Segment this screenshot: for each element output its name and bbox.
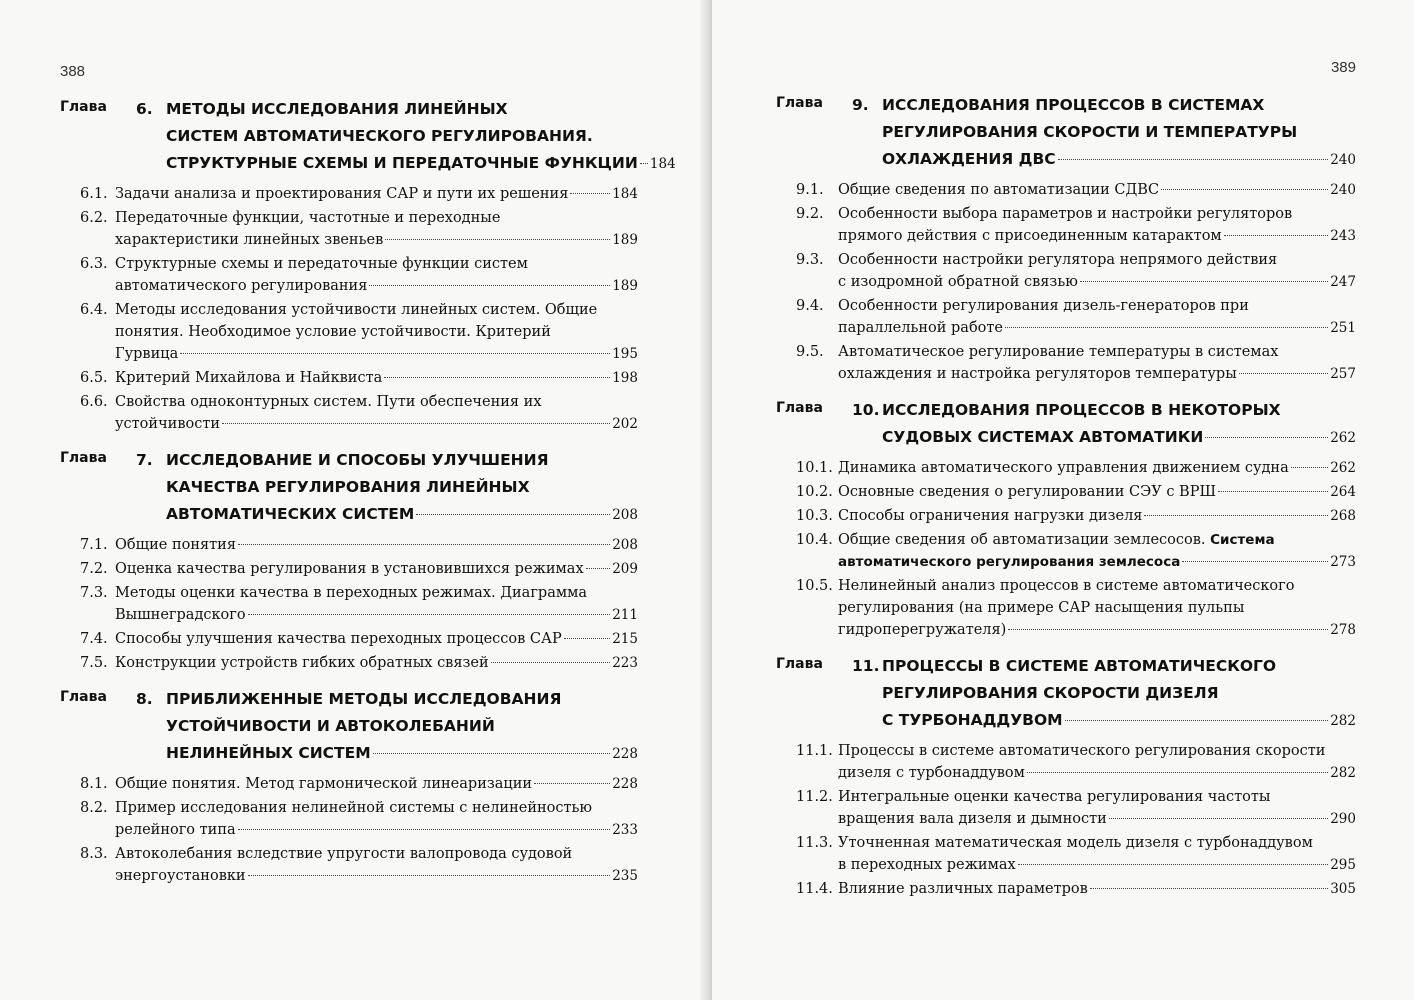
page-ref: 198: [612, 370, 638, 386]
dot-leader: [1005, 327, 1328, 328]
section-number: 8.3.: [80, 846, 108, 862]
section-title: [115, 652, 638, 674]
chapter-title-text: АВТОМАТИЧЕСКИХ СИСТЕМ: [166, 505, 415, 523]
toc-entry: [776, 529, 1356, 573]
section-title: [838, 878, 1356, 900]
section-title-line: Процессы в системе автоматического регулирования скорости: [838, 743, 1326, 759]
section-title: [838, 505, 1356, 527]
section-title-line: Нелинейный анализ процессов в системе автоматического: [838, 578, 1295, 594]
chapter-number: 7.: [136, 451, 153, 469]
section-title-text: релейного типа: [115, 822, 236, 838]
section-number: 11.2.: [796, 789, 833, 805]
section-title: [115, 582, 638, 626]
dot-leader: [238, 544, 610, 545]
section-title-line: Уточненная математическая модель дизеля с турбонаддувом: [838, 835, 1313, 851]
section-title-text: Оценка качества регулирования в установившихся режимах: [115, 561, 584, 577]
dot-leader: [1018, 864, 1329, 865]
section-title-line: Автоколебания вследствие упругости валопровода судовой: [115, 846, 573, 862]
section-title-line: Методы оценки качества в переходных режимах. Диаграмма: [115, 585, 588, 601]
section-title-text: с изодромной обратной связью: [838, 274, 1078, 290]
page-number: 388: [60, 63, 86, 80]
chapter-heading: [60, 447, 638, 528]
spacer: [776, 387, 1356, 393]
chapter-label: Глава: [776, 400, 823, 416]
dot-leader: [1144, 515, 1328, 516]
section-title-line: [838, 878, 1356, 900]
page-ref: 208: [612, 507, 638, 523]
dot-leader: [385, 239, 610, 240]
section-title-text: Основные сведения о регулировании СЭУ с ВРШ: [838, 484, 1217, 500]
toc-entry: [60, 773, 638, 795]
section-title-line: [838, 271, 1356, 293]
chapter-heading: [776, 92, 1356, 173]
toc-entry: [60, 367, 638, 389]
dot-leader: [1109, 818, 1328, 819]
chapter-label: Глава: [60, 99, 107, 115]
page-ref: 262: [1330, 460, 1356, 476]
section-title-line: [115, 628, 638, 650]
toc-entry: [60, 843, 638, 887]
chapter-number: 8.: [136, 690, 153, 708]
section-title-line: Методы исследования устойчивости линейных систем. Общие: [115, 302, 598, 318]
page-ref: 251: [1330, 320, 1356, 336]
section-title-text: Динамика автоматического управления движением судна: [838, 460, 1289, 476]
section-title-text: Общие сведения по автоматизации СДВС: [838, 182, 1160, 198]
section-title-line: [115, 604, 638, 626]
chapter-title-line: [166, 740, 638, 767]
section-title-line: [115, 819, 638, 841]
section-title-line: регулирования (на примере САР насыщения пульпы: [838, 600, 1245, 616]
section-title: [838, 529, 1356, 573]
section-title: [115, 797, 638, 841]
page-ref: 240: [1330, 152, 1356, 168]
section-number: 11.4.: [796, 881, 833, 897]
section-number: 11.1.: [796, 743, 833, 759]
section-title-line: [838, 317, 1356, 339]
dot-leader: [564, 638, 610, 639]
chapter-label: Глава: [776, 95, 823, 111]
chapter-number: 6.: [136, 100, 153, 118]
section-number: 7.1.: [80, 537, 108, 553]
page-ref: 243: [1330, 228, 1356, 244]
chapter-title: [166, 96, 676, 177]
section-title-line: Автоматическое регулирование температуры в системах: [838, 344, 1279, 360]
spacer: [776, 902, 1356, 908]
section-title: [838, 457, 1356, 479]
spacer: [776, 643, 1356, 649]
section-title: [115, 367, 638, 389]
chapter-heading: [776, 397, 1356, 451]
section-number: 6.2.: [80, 210, 108, 226]
toc-entry: [776, 740, 1356, 784]
toc-entry: [776, 457, 1356, 479]
chapter-heading: [60, 686, 638, 767]
section-title: [838, 179, 1356, 201]
toc-entry: [60, 582, 638, 626]
section-number: 7.5.: [80, 655, 108, 671]
section-title-line: [115, 343, 638, 365]
section-number: 9.4.: [796, 298, 824, 314]
section-title-line: Особенности настройки регулятора непрямого действия: [838, 252, 1278, 268]
section-title-text: Общие понятия: [115, 537, 236, 553]
page-ref: 235: [612, 868, 638, 884]
page-ref: 282: [1330, 713, 1356, 729]
dot-leader: [1182, 561, 1328, 562]
section-title: [115, 843, 638, 887]
section-title-line: [838, 808, 1356, 830]
toc-entry: [776, 179, 1356, 201]
dot-leader: [384, 377, 610, 378]
toc-entry: [60, 253, 638, 297]
section-title-line: Особенности выбора параметров и настройки регуляторов: [838, 206, 1293, 222]
section-title-line: Общие сведения об автоматизации землесосов. Система: [838, 532, 1275, 548]
toc-entry: [60, 207, 638, 251]
section-number: 6.3.: [80, 256, 108, 272]
section-number: 10.1.: [796, 460, 833, 476]
page-ref: 211: [612, 607, 638, 623]
section-title: [838, 341, 1356, 385]
chapter-title: [882, 653, 1356, 734]
section-title: [838, 786, 1356, 830]
section-number: 10.4.: [796, 532, 833, 548]
section-title-text: Задачи анализа и проектирования САР и пути их решения: [115, 186, 569, 202]
chapter-label: Глава: [60, 450, 107, 466]
section-title-line: [838, 179, 1356, 201]
spacer: [60, 437, 638, 443]
chapter-title-text: С ТУРБОНАДДУВОМ: [882, 711, 1063, 729]
section-title-text: параллельной работе: [838, 320, 1004, 336]
toc-entry: [776, 505, 1356, 527]
section-title-line: [838, 551, 1356, 573]
section-title-text: охлаждения и настройка регуляторов температуры: [838, 366, 1237, 382]
dot-leader: [570, 193, 610, 194]
section-number: 9.5.: [796, 344, 824, 360]
page-ref: 202: [612, 416, 638, 432]
section-title: [838, 832, 1356, 876]
chapter-title-line: ПРИБЛИЖЕННЫЕ МЕТОДЫ ИССЛЕДОВАНИЯ: [166, 690, 562, 708]
section-number: 10.5.: [796, 578, 833, 594]
chapter-title-line: [166, 501, 638, 528]
toc-entry: [60, 628, 638, 650]
section-title: [838, 249, 1356, 293]
chapter-title: [166, 686, 638, 767]
page-ref: 290: [1330, 811, 1356, 827]
section-number: 10.3.: [796, 508, 833, 524]
section-number: 6.5.: [80, 370, 108, 386]
dot-leader: [1090, 888, 1328, 889]
section-title-line: [838, 619, 1356, 641]
dot-leader: [1224, 235, 1329, 236]
page-ref: 273: [1330, 554, 1356, 570]
page-ref: 305: [1330, 881, 1356, 897]
dot-leader: [1008, 629, 1328, 630]
section-title: [115, 183, 638, 205]
section-title-line: [838, 481, 1356, 503]
dot-leader: [248, 875, 611, 876]
page-ref: 262: [1330, 430, 1356, 446]
chapter-title-line: ИССЛЕДОВАНИЯ ПРОЦЕССОВ В СИСТЕМАХ: [882, 96, 1265, 114]
spacer: [60, 676, 638, 682]
section-number: 7.4.: [80, 631, 108, 647]
section-bold-text: Система: [1210, 532, 1275, 548]
chapter-number: 9.: [852, 96, 869, 114]
page-ref: 247: [1330, 274, 1356, 290]
dot-leader: [491, 662, 611, 663]
chapter-title-line: РЕГУЛИРОВАНИЯ СКОРОСТИ ДИЗЕЛЯ: [882, 684, 1219, 702]
section-number: 9.3.: [796, 252, 824, 268]
chapter-title-text: СТРУКТУРНЫЕ СХЕМЫ И ПЕРЕДАТОЧНЫЕ ФУНКЦИИ: [166, 154, 638, 172]
section-number: 9.1.: [796, 182, 824, 198]
dot-leader: [1239, 373, 1328, 374]
page-ref: 240: [1330, 182, 1356, 198]
page-ref: 257: [1330, 366, 1356, 382]
section-title-text: энергоустановки: [115, 868, 246, 884]
section-title-line: [838, 762, 1356, 784]
page-ref: 228: [612, 776, 638, 792]
toc-entry: [776, 203, 1356, 247]
toc-entry: [776, 878, 1356, 900]
chapter-title-line: УСТОЙЧИВОСТИ И АВТОКОЛЕБАНИЙ: [166, 717, 495, 735]
section-title-text: автоматического регулирования: [115, 278, 368, 294]
chapter-title-line: [882, 146, 1356, 173]
chapter-heading: [776, 653, 1356, 734]
toc-right: [776, 92, 1356, 908]
section-title-line: понятия. Необходимое условие устойчивости. Критерий: [115, 324, 551, 340]
section-title-line: [115, 773, 638, 795]
chapter-number: 10.: [852, 401, 880, 419]
dot-leader: [640, 163, 648, 164]
toc-entry: [776, 249, 1356, 293]
section-title: [115, 207, 638, 251]
section-number: 6.4.: [80, 302, 108, 318]
dot-leader: [534, 783, 610, 784]
chapter-label: Глава: [60, 689, 107, 705]
toc-entry: [776, 786, 1356, 830]
dot-leader: [1161, 189, 1328, 190]
section-title: [838, 740, 1356, 784]
section-title-line: [115, 413, 638, 435]
chapter-title: [882, 92, 1356, 173]
chapter-title-text: СУДОВЫХ СИСТЕМАХ АВТОМАТИКИ: [882, 428, 1204, 446]
toc-entry: [776, 832, 1356, 876]
toc-entry: [60, 797, 638, 841]
dot-leader: [1065, 720, 1329, 721]
page-ref: 278: [1330, 622, 1356, 638]
dot-leader: [238, 829, 611, 830]
page-ref: 264: [1330, 484, 1356, 500]
section-title-text: Конструкции устройств гибких обратных связей: [115, 655, 489, 671]
toc-entry: [776, 341, 1356, 385]
chapter-title-line: [882, 707, 1356, 734]
section-title-line: [838, 505, 1356, 527]
section-title-text: автоматического регулирования землесоса: [838, 554, 1181, 570]
dot-leader: [369, 285, 610, 286]
section-number: 7.3.: [80, 585, 108, 601]
page-ref: 195: [612, 346, 638, 362]
chapter-title-text: ОХЛАЖДЕНИЯ ДВС: [882, 150, 1056, 168]
section-title-text: гидроперегружателя): [838, 622, 1007, 638]
dot-leader: [373, 753, 611, 754]
section-title: [115, 773, 638, 795]
chapter-title-line: [882, 424, 1356, 451]
section-title-text: Вышнеградского: [115, 607, 246, 623]
chapter-title-text: НЕЛИНЕЙНЫХ СИСТЕМ: [166, 744, 371, 762]
dot-leader: [222, 423, 610, 424]
page-ref: 282: [1330, 765, 1356, 781]
section-title-text: Способы улучшения качества переходных процессов САР: [115, 631, 562, 647]
right-page: [712, 0, 1414, 1000]
chapter-title-line: СИСТЕМ АВТОМАТИЧЕСКОГО РЕГУЛИРОВАНИЯ.: [166, 127, 593, 145]
toc-entry: [776, 575, 1356, 641]
section-title-line: [838, 457, 1356, 479]
toc-entry: [776, 295, 1356, 339]
section-title-text: дизеля с турбонаддувом: [838, 765, 1025, 781]
section-title-text: Влияние различных параметров: [838, 881, 1088, 897]
section-title-line: [115, 534, 638, 556]
section-title-line: [838, 363, 1356, 385]
toc-entry: [776, 481, 1356, 503]
chapter-title-line: ПРОЦЕССЫ В СИСТЕМЕ АВТОМАТИЧЕСКОГО: [882, 657, 1277, 675]
section-title-text: Общие понятия. Метод гармонической линеаризации: [115, 776, 533, 792]
section-number: 10.2.: [796, 484, 833, 500]
section-title-line: [115, 183, 638, 205]
section-title: [838, 203, 1356, 247]
section-title-text: вращения вала дизеля и дымности: [838, 811, 1107, 827]
dot-leader: [1027, 772, 1328, 773]
section-title: [115, 299, 638, 365]
section-title-line: [838, 854, 1356, 876]
page-ref: 209: [612, 561, 638, 577]
chapter-label: Глава: [776, 656, 823, 672]
section-title-text: прямого действия с присоединенным катарактом: [838, 228, 1222, 244]
dot-leader: [1080, 281, 1328, 282]
section-number: 6.6.: [80, 394, 108, 410]
section-number: 11.3.: [796, 835, 833, 851]
section-title-line: Пример исследования нелинейной системы с нелинейностью: [115, 800, 593, 816]
section-title-line: [115, 558, 638, 580]
section-title: [115, 253, 638, 297]
section-title-text: характеристики линейных звеньев: [115, 232, 384, 248]
section-title-line: Особенности регулирования дизель-генераторов при: [838, 298, 1249, 314]
page-ref: 208: [612, 537, 638, 553]
section-title-line: [115, 229, 638, 251]
chapter-title-line: КАЧЕСТВА РЕГУЛИРОВАНИЯ ЛИНЕЙНЫХ: [166, 478, 530, 496]
page-ref: 233: [612, 822, 638, 838]
toc-entry: [60, 299, 638, 365]
section-title: [115, 558, 638, 580]
page-ref: 189: [612, 232, 638, 248]
page-ref: 215: [612, 631, 638, 647]
section-title-text: устойчивости: [115, 416, 221, 432]
section-title-line: [838, 225, 1356, 247]
section-title-text: Критерий Михайлова и Найквиста: [115, 370, 383, 386]
section-title-line: Интегральные оценки качества регулирования частоты: [838, 789, 1271, 805]
toc-entry: [60, 534, 638, 556]
section-title-line: Свойства одноконтурных систем. Пути обеспечения их: [115, 394, 542, 410]
section-title-line: [115, 865, 638, 887]
dot-leader: [1205, 437, 1328, 438]
section-title-text: Способы ограничения нагрузки дизеля: [838, 508, 1143, 524]
toc-entry: [60, 183, 638, 205]
section-title-line: Передаточные функции, частотные и переходные: [115, 210, 501, 226]
page-ref: 228: [612, 746, 638, 762]
toc-entry: [60, 652, 638, 674]
section-title-line: [115, 367, 638, 389]
left-page: [0, 0, 706, 1000]
section-title: [115, 391, 638, 435]
chapter-title-line: МЕТОДЫ ИССЛЕДОВАНИЯ ЛИНЕЙНЫХ: [166, 100, 508, 118]
section-title: [838, 575, 1356, 641]
chapter-title: [882, 397, 1356, 451]
section-title: [115, 628, 638, 650]
chapter-title-line: ИССЛЕДОВАНИЕ И СПОСОБЫ УЛУЧШЕНИЯ: [166, 451, 549, 469]
dot-leader: [1058, 159, 1329, 160]
dot-leader: [416, 514, 610, 515]
spacer: [60, 889, 638, 895]
chapter-title-line: [166, 150, 676, 177]
page-number: 389: [1330, 59, 1356, 76]
section-title-line: Структурные схемы и передаточные функции систем: [115, 256, 528, 272]
section-number: 9.2.: [796, 206, 824, 222]
section-title-line: [115, 275, 638, 297]
toc-left: [60, 96, 676, 895]
section-number: 7.2.: [80, 561, 108, 577]
dot-leader: [180, 353, 610, 354]
page-ref: 295: [1330, 857, 1356, 873]
section-title-line: [115, 652, 638, 674]
page-ref: 268: [1330, 508, 1356, 524]
section-title-text: в переходных режимах: [838, 857, 1016, 873]
dot-leader: [1218, 491, 1328, 492]
page-ref: 223: [612, 655, 638, 671]
chapter-title-line: РЕГУЛИРОВАНИЯ СКОРОСТИ И ТЕМПЕРАТУРЫ: [882, 123, 1298, 141]
chapter-title: [166, 447, 638, 528]
page-ref: 189: [612, 278, 638, 294]
section-title: [838, 295, 1356, 339]
toc-entry: [60, 391, 638, 435]
chapter-heading: [60, 96, 676, 177]
page-ref: 184: [612, 186, 638, 202]
section-title: [115, 534, 638, 556]
toc-entry: [60, 558, 638, 580]
dot-leader: [586, 568, 611, 569]
chapter-number: 11.: [852, 657, 880, 675]
section-number: 6.1.: [80, 186, 108, 202]
chapter-title-line: ИССЛЕДОВАНИЯ ПРОЦЕССОВ В НЕКОТОРЫХ: [882, 401, 1281, 419]
dot-leader: [248, 614, 611, 615]
page-ref: 184: [649, 156, 676, 172]
section-number: 8.1.: [80, 776, 108, 792]
dot-leader: [1291, 467, 1328, 468]
section-number: 8.2.: [80, 800, 108, 816]
section-title: [838, 481, 1356, 503]
section-title-text: Гурвица: [115, 346, 179, 362]
